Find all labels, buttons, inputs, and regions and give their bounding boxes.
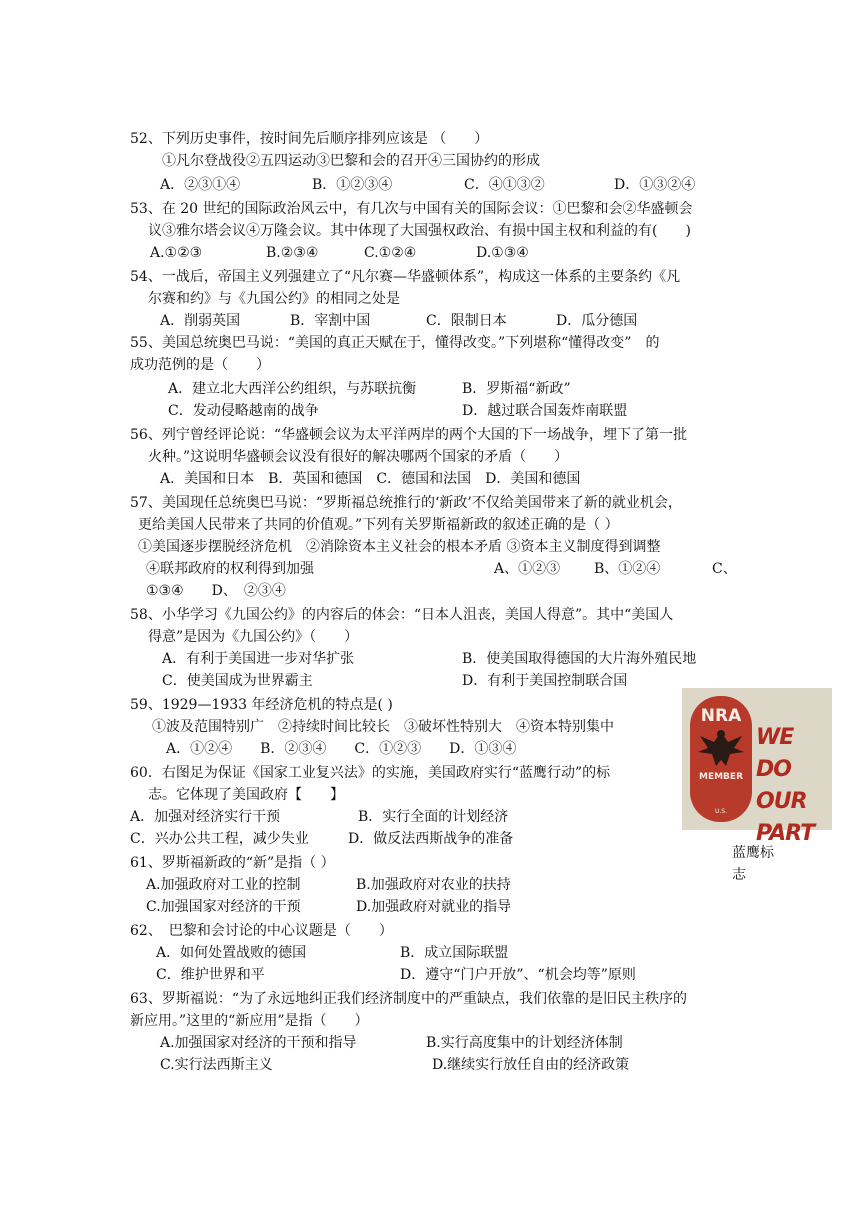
q59-options: A．①②④ B．②③④ C．①②③ D．①③④ [166, 741, 517, 757]
q57-options-cont: ①③④ D、 ②③④ [146, 583, 286, 599]
q58-option-c: C．使美国成为世界霸主 [162, 673, 313, 689]
badge-nra-text: NRA [700, 706, 742, 726]
q61-option-a: A.加强政府对工业的控制 [146, 877, 301, 893]
q53-stem-line2: 议③雅尔塔会议④万隆会议。其中体现了大国强权政治、有损中国主权和利益的有( ) [148, 223, 691, 239]
blue-eagle-poster [682, 688, 832, 846]
q63-option-d: D.继续实行放任自由的经济政策 [432, 1057, 630, 1073]
q53-stem-line1: 53、在 20 世纪的国际政治风云中，有几次与中国有关的国际会议：①巴黎和会②华盛顿会 [130, 201, 693, 217]
q55-option-c: C．发动侵略越南的战争 [168, 403, 319, 419]
figure-caption: 蓝鹰标志 [732, 845, 774, 883]
q55-stem-line2: 成功范例的是（ ） [130, 357, 270, 373]
q53-option-c: C.①②④ [364, 245, 417, 261]
q57-stem-line1: 57、美国现任总统奥巴马说：“罗斯福总统推行的‘新政’不仅给美国带来了新的就业机会， [130, 495, 682, 511]
q62-option-d: D．遵守“门户开放”、“机会均等”原则 [400, 967, 636, 983]
q52-option-d: D．①③②④ [614, 177, 696, 193]
q57-items-line1: ①美国逐步摆脱经济危机 ②消除资本主义社会的根本矛盾 ③资本主义制度得到调整 [138, 539, 661, 555]
q60-option-a: A．加强对经济实行干预 [130, 809, 281, 825]
q58-stem-line2: 得意”是因为《九国公约》（ ） [148, 629, 359, 645]
q62-option-b: B．成立国际联盟 [400, 945, 509, 961]
q54-option-b: B．宰割中国 [290, 313, 371, 329]
q60-stem-line2: 志。它体现了美国政府【 】 [148, 787, 344, 803]
q59-items: ①波及范围特别广 ②持续时间比较长 ③破坏性特别大 ④资本特别集中 [152, 719, 614, 735]
q58-option-a: A．有利于美国进一步对华扩张 [162, 651, 355, 667]
q54-option-a: A．削弱英国 [160, 313, 241, 329]
q62-stem: 62、 巴黎和会讨论的中心议题是（ ） [130, 923, 393, 939]
badge-member-text: MEMBER [699, 772, 743, 782]
q56-options: A．美国和日本 B．英国和德国 C．德国和法国 D．美国和德国 [160, 471, 581, 487]
q56-stem-line2: 火种。”这说明华盛顿会议没有很好的解决哪两个国家的矛盾（ ） [148, 449, 569, 465]
poster-slogan: WE DO OUR PART [756, 725, 815, 846]
q52-option-b: B．①②③④ [312, 177, 393, 193]
q55-stem-line1: 55、美国总统奥巴马说：“美国的真正天赋在于，懂得改变。”下列堪称“懂得改变” 的 [130, 335, 660, 351]
q58-option-d: D．有利于美国控制联合国 [462, 673, 628, 689]
q52-items: ①凡尔登战役②五四运动③巴黎和会的召开④三国协约的形成 [162, 153, 540, 169]
q57-option-a: A、①②③ [494, 561, 561, 577]
q53-option-a: A.①②③ [150, 245, 203, 261]
q52-option-a: A．②③①④ [160, 177, 241, 193]
q55-option-a: A．建立北大西洋公约组织，与苏联抗衡 [168, 381, 417, 397]
badge-us-text: U.S. [714, 808, 727, 815]
q54-stem-line2: 尔赛和约》与《九国公约》的相同之处是 [148, 291, 400, 307]
q60-stem-line1: 60．右图足为保证《国家工业复兴法》的实施，美国政府实行“蓝鹰行动”的标 [130, 765, 611, 781]
nra-member-badge [690, 696, 752, 822]
q53-option-b: B.②③④ [266, 245, 319, 261]
q60-option-c: C．兴办公共工程，减少失业 [130, 831, 309, 847]
q56-stem-line1: 56、列宁曾经评论说：“华盛顿会议为太平洋两岸的两个大国的下一场战争，埋下了第一批 [130, 427, 687, 443]
q60-option-d: D．做反法西斯战争的准备 [348, 831, 514, 847]
q53-option-d: D.①③④ [476, 245, 529, 261]
q61-option-d: D.加强政府对就业的指导 [356, 899, 512, 915]
q61-option-c: C.加强国家对经济的干预 [146, 899, 301, 915]
q63-stem-line2: 新应用。”这里的“新应用”是指（ ） [130, 1013, 369, 1029]
eagle-icon [690, 726, 752, 776]
q52-option-c: C．④①③② [464, 177, 545, 193]
q54-option-c: C．限制日本 [426, 313, 507, 329]
q59-stem: 59、1929—1933 年经济危机的特点是( ) [130, 697, 393, 713]
q55-option-b: B．罗斯福“新政” [462, 381, 571, 397]
q62-option-a: A．如何处置战败的德国 [156, 945, 307, 961]
q57-items-line2: ④联邦政府的权利得到加强 [146, 561, 314, 577]
q62-option-c: C．维护世界和平 [156, 967, 265, 983]
q63-stem-line1: 63、罗斯福说：“为了永远地纠正我们经济制度中的严重缺点，我们依靠的是旧民主秩序的 [130, 991, 687, 1007]
q61-stem: 61、罗斯福新政的“新”是指（ ） [130, 855, 335, 871]
q55-option-d: D．越过联合国轰炸南联盟 [462, 403, 628, 419]
q57-option-b: B、①②④ [594, 561, 661, 577]
q57-stem-line2: 更给美国人民带来了共同的价值观。”下列有关罗斯福新政的叙述正确的是（ ） [138, 517, 619, 533]
q52-stem: 52、下列历史事件，按时间先后顺序排列应该是 （ ） [130, 131, 489, 147]
q58-stem-line1: 58、小华学习《九国公约》的内容后的体会：“日本人沮丧，美国人得意”。其中“美国人 [130, 607, 674, 623]
q63-option-c: C.实行法西斯主义 [160, 1057, 273, 1073]
q60-option-b: B．实行全面的计划经济 [358, 809, 509, 825]
q63-option-b: B.实行高度集中的计划经济体制 [426, 1035, 623, 1051]
q58-option-b: B．使美国取得德国的大片海外殖民地 [462, 651, 697, 667]
q57-option-c-label: C、 [712, 561, 737, 577]
q54-stem-line1: 54、一战后，帝国主义列强建立了“凡尔赛—华盛顿体系”，构成这一体系的主要条约《凡 [130, 269, 681, 285]
q63-option-a: A.加强国家对经济的干预和指导 [160, 1035, 357, 1051]
q61-option-b: B.加强政府对农业的扶持 [356, 877, 511, 893]
q54-option-d: D．瓜分德国 [556, 313, 638, 329]
